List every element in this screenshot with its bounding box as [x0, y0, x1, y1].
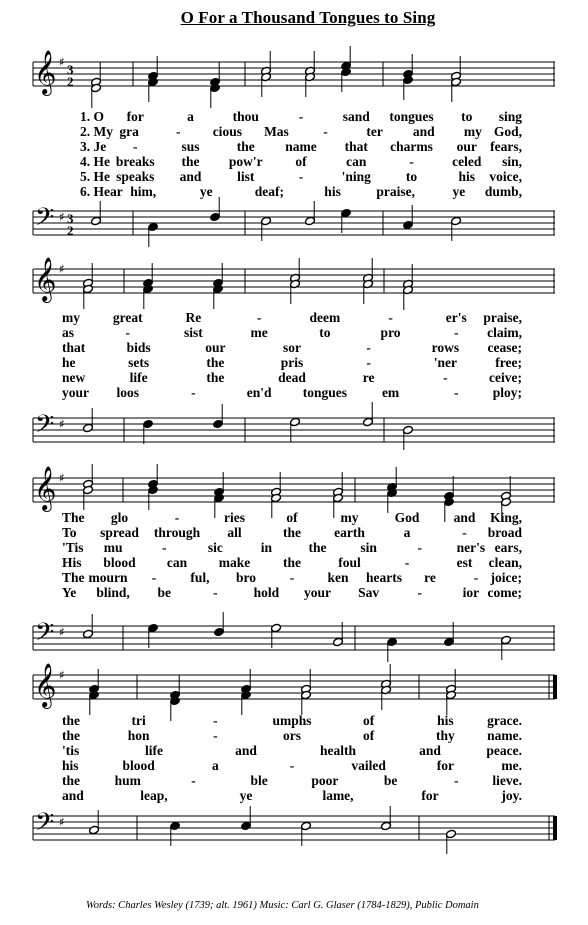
lyric-syllable: ors [283, 728, 301, 743]
lyric-syllable: 2. My [80, 124, 113, 139]
sharp-icon: ♯ [59, 815, 65, 829]
treble-clef-icon: 𝄞 [34, 663, 57, 707]
final-barline [553, 675, 557, 699]
lyric-syllable: the [283, 525, 301, 540]
lyric-syllable: ken [327, 570, 349, 585]
sharp-icon: ♯ [59, 417, 65, 431]
lyric-syllable: tri [131, 713, 146, 728]
lyric-syllable: me. [501, 758, 522, 773]
lyric-syllable: - [298, 109, 304, 124]
treble-clef-icon: 𝄞 [34, 50, 57, 94]
lyric-syllable: his [458, 169, 476, 184]
lyric-syllable: gra [119, 124, 139, 139]
lyric-syllable: make [218, 555, 251, 570]
lyric-syllable: - [191, 773, 196, 788]
lyric-syllable: The [62, 510, 85, 525]
lyric-syllable: - [462, 525, 467, 540]
lyric-syllable: sic [207, 540, 223, 555]
lyric-syllable: ceive; [489, 370, 522, 385]
credit-line: Words: Charles Wesley (1739; alt. 1961) Music: Carl G. Glaser (1784-1829), Public Domain [86, 900, 479, 911]
lyric-syllable: that [344, 139, 368, 154]
staff-treble-3 [33, 478, 555, 502]
lyric-syllable: be [383, 773, 398, 788]
staff-bass-1 [33, 211, 555, 235]
lyric-syllable: - [175, 124, 181, 139]
lyric-syllable: mourn [88, 570, 128, 585]
lyric-syllable: ner's [456, 540, 486, 555]
lyric-syllable: ior [462, 585, 480, 600]
lyric-syllable: thy [435, 728, 455, 743]
lyric-syllable: - [298, 169, 304, 184]
bass-clef-icon: 𝄢 [35, 410, 55, 445]
lyric-syllable: our [205, 340, 226, 355]
lyric-syllable: - [161, 540, 167, 555]
bass-clef-icon: 𝄢 [35, 808, 55, 843]
lyric-syllable: God, [493, 124, 522, 139]
sharp-icon: ♯ [59, 55, 65, 69]
lyric-syllable: and [419, 743, 441, 758]
lyric-syllable: Mas [264, 124, 289, 139]
lyric-syllable: joy. [501, 788, 522, 803]
lyric-syllable: loos [116, 385, 139, 400]
lyric-syllable: 4. He [80, 154, 110, 169]
lyric-syllable: 1. O [80, 109, 105, 124]
lyric-syllable: the [206, 370, 225, 385]
lyric-syllable: lieve. [492, 773, 522, 788]
lyric-syllable: glo [110, 510, 129, 525]
staff-bass-4 [33, 816, 555, 840]
treble-clef-icon: 𝄞 [34, 257, 57, 301]
lyric-syllable: a [211, 758, 219, 773]
bass-clef-icon: 𝄢 [35, 203, 55, 238]
lyric-syllable: the [206, 355, 225, 370]
lyric-syllable: The [62, 570, 85, 585]
lyric-syllable: foul [338, 555, 361, 570]
lyric-syllable: for [126, 109, 144, 124]
lyric-syllable: claim, [487, 325, 522, 340]
lyric-syllable: bro [235, 570, 257, 585]
lyric-syllable: sin, [502, 154, 522, 169]
lyric-syllable: name [285, 139, 317, 154]
lyric-syllable: ye [452, 184, 466, 199]
lyric-syllable: of [363, 713, 375, 728]
lyric-syllable: hearts [366, 570, 402, 585]
lyric-syllable: my [340, 510, 359, 525]
lyric-syllable: blind, [96, 585, 130, 600]
lyric-syllable: celed [452, 154, 482, 169]
lyric-syllable: thou [232, 109, 259, 124]
lyric-syllable: ploy; [492, 385, 522, 400]
lyric-syllable: him, [130, 184, 157, 199]
lyric-syllable: the [62, 728, 80, 743]
lyric-syllable: sand [342, 109, 370, 124]
lyric-syllable: the [62, 713, 80, 728]
lyric-syllable: sor [283, 340, 301, 355]
lyric-syllable: ye [199, 184, 213, 199]
lyric-syllable: grace. [487, 713, 522, 728]
lyric-syllable: tongues [302, 385, 347, 400]
lyric-syllable: life [145, 743, 163, 758]
lyric-syllable: - [404, 555, 410, 570]
lyric-syllable: name. [487, 728, 522, 743]
hymn-title: O For a Thousand Tongues to Sing [180, 8, 436, 27]
time-signature-bottom: 2 [67, 74, 74, 89]
sharp-icon: ♯ [59, 625, 65, 639]
lyric-syllable: free; [495, 355, 522, 370]
lyric-syllable: bids [126, 340, 151, 355]
lyric-syllable: ye [239, 788, 253, 803]
lyric-syllable: 'ner [433, 355, 457, 370]
lyric-syllable: - [454, 385, 459, 400]
lyric-syllable: dumb, [484, 184, 522, 199]
lyric-syllable: To [62, 525, 77, 540]
lyric-syllable: as [62, 325, 75, 340]
lyric-syllable: - [443, 370, 448, 385]
lyric-syllable: of [363, 728, 375, 743]
lyric-syllable: all [227, 525, 242, 540]
lyric-syllable: peace. [486, 743, 522, 758]
lyric-syllable: - [213, 585, 218, 600]
lyric-syllable: to [405, 169, 418, 184]
staff-treble-4 [33, 675, 555, 699]
lyric-syllable: praise, [483, 310, 522, 325]
lyric-syllable: the [308, 540, 327, 555]
lyric-syllable: - [289, 570, 295, 585]
lyric-syllable: 5. He [80, 169, 110, 184]
lyric-syllable: en'd [246, 385, 272, 400]
lyric-syllable: be [157, 585, 171, 600]
lyric-syllable: 6. Hear [80, 184, 123, 199]
lyric-syllable: vailed [351, 758, 386, 773]
lyric-syllable: - [191, 385, 196, 400]
lyric-syllable: King, [490, 510, 522, 525]
lyric-syllable: sets [128, 355, 150, 370]
lyric-syllable: - [417, 585, 423, 600]
lyric-syllable: 'tis [62, 743, 80, 758]
lyric-syllable: clean, [488, 555, 522, 570]
lyric-syllable: broad [487, 525, 522, 540]
lyric-syllable: and [179, 169, 202, 184]
lyric-syllable: - [323, 124, 328, 139]
lyric-syllable: - [473, 570, 479, 585]
staff-bass-3 [33, 626, 555, 650]
lyric-syllable: sin [360, 540, 377, 555]
lyric-syllable: deem [309, 310, 341, 325]
lyric-syllable: his [62, 758, 79, 773]
lyric-syllable: health [319, 743, 357, 758]
lyric-syllable: - [366, 340, 371, 355]
lyric-syllable: - [256, 310, 262, 325]
time-signature-top: 3 [67, 211, 74, 226]
time-signature-bottom: 2 [67, 223, 74, 238]
lyric-syllable: speaks [116, 169, 155, 184]
lyric-syllable: and [235, 743, 257, 758]
lyric-syllable: - [213, 728, 218, 743]
lyric-syllable: - [133, 139, 138, 154]
lyric-syllable: em [381, 385, 400, 400]
lyric-syllable: can [346, 154, 367, 169]
lyric-syllable: ears, [494, 540, 522, 555]
lyric-syllable: hon [127, 728, 150, 743]
lyric-syllable: spread [100, 525, 139, 540]
lyric-syllable: breaks [115, 154, 155, 169]
lyric-syllable: - [366, 355, 371, 370]
lyric-syllable: hum [114, 773, 141, 788]
lyric-syllable: re [424, 570, 436, 585]
lyric-syllable: earth [334, 525, 365, 540]
lyric-syllable: lame, [322, 788, 354, 803]
sharp-icon: ♯ [59, 262, 65, 276]
lyric-syllable: of [295, 154, 307, 169]
lyric-syllable: - [213, 713, 218, 728]
lyric-syllable: my [463, 124, 482, 139]
lyric-syllable: 'Tis [62, 540, 84, 555]
lyric-syllable: for [421, 788, 439, 803]
lyric-syllable: a [403, 525, 411, 540]
lyric-syllable: ful, [190, 570, 210, 585]
lyric-syllable: blood [122, 758, 155, 773]
lyric-syllable: blood [103, 555, 136, 570]
lyric-syllable: - [454, 773, 459, 788]
lyric-syllable: cease; [487, 340, 522, 355]
lyric-syllable: the [181, 154, 200, 169]
lyric-syllable: list [237, 169, 255, 184]
bass-clef-icon: 𝄢 [35, 618, 55, 653]
lyric-syllable: can [166, 555, 188, 570]
lyric-syllable: tongues [389, 109, 434, 124]
lyric-syllable: through [153, 525, 201, 540]
lyric-syllable: - [151, 570, 157, 585]
lyric-syllable: 'ning [341, 169, 371, 184]
lyric-syllable: of [286, 510, 298, 525]
lyric-syllable: for [436, 758, 454, 773]
treble-clef-icon: 𝄞 [34, 466, 57, 510]
lyric-syllable: sist [184, 325, 203, 340]
staff-treble-1 [33, 62, 555, 86]
lyric-syllable: joice; [490, 570, 522, 585]
lyric-syllable: - [454, 325, 459, 340]
lyric-syllable: re [362, 370, 375, 385]
lyric-syllable: and [412, 124, 435, 139]
lyric-syllable: in [260, 540, 273, 555]
lyric-syllable: deaf; [254, 184, 285, 199]
lyric-syllable: praise, [376, 184, 416, 199]
lyric-syllable: new [62, 370, 86, 385]
lyric-syllable: he [62, 355, 76, 370]
lyric-syllable: mu [103, 540, 123, 555]
lyric-syllable: to [461, 109, 473, 124]
lyric-syllable: - [417, 540, 423, 555]
lyric-syllable: the [62, 773, 80, 788]
lyric-syllable: and [62, 788, 84, 803]
lyric-syllable: my [62, 310, 80, 325]
lyric-syllable: charms [390, 139, 433, 154]
lyric-syllable: me [250, 325, 268, 340]
lyric-syllable: pow'r [228, 154, 263, 169]
lyric-syllable: - [125, 325, 130, 340]
lyric-syllable: 3. Je [80, 139, 107, 154]
lyric-syllable: Re [185, 310, 202, 325]
lyric-syllable: great [112, 310, 143, 325]
lyric-syllable: his [437, 713, 454, 728]
lyric-syllable: life [129, 370, 148, 385]
lyric-syllable: leap, [140, 788, 168, 803]
lyric-syllable: er's [445, 310, 467, 325]
lyric-syllable: - [388, 310, 393, 325]
lyric-syllable: pris [280, 355, 304, 370]
lyric-syllable: come; [487, 585, 522, 600]
lyric-syllable: his [324, 184, 341, 199]
lyric-syllable: - [409, 154, 414, 169]
lyric-syllable: ries [224, 510, 245, 525]
time-signature-top: 3 [67, 62, 74, 77]
lyric-syllable: our [456, 139, 477, 154]
lyric-syllable: His [62, 555, 82, 570]
lyric-syllable: voice, [489, 169, 522, 184]
lyric-syllable: pro [380, 325, 401, 340]
lyric-syllable: and [453, 510, 476, 525]
lyric-syllable: ble [250, 773, 268, 788]
lyric-syllable: Ye [62, 585, 77, 600]
lyric-syllable: that [62, 340, 86, 355]
lyric-syllable: cious [212, 124, 242, 139]
sharp-icon: ♯ [59, 471, 65, 485]
lyric-syllable: sus [181, 139, 200, 154]
lyric-syllable: umphs [272, 713, 312, 728]
lyric-syllable: Sav [358, 585, 380, 600]
lyric-syllable: God [394, 510, 420, 525]
lyric-syllable: a [187, 109, 194, 124]
lyric-syllable: - [174, 510, 180, 525]
lyric-syllable: ter [366, 124, 383, 139]
lyric-syllable: dead [278, 370, 306, 385]
lyric-syllable: poor [311, 773, 339, 788]
lyric-syllable: to [319, 325, 331, 340]
lyric-syllable: hold [253, 585, 280, 600]
sharp-icon: ♯ [59, 668, 65, 682]
sharp-icon: ♯ [59, 210, 65, 224]
final-barline [553, 816, 557, 840]
lyric-syllable: sing [498, 109, 522, 124]
lyric-syllable: rows [431, 340, 460, 355]
lyric-syllable: your [304, 585, 332, 600]
lyric-syllable: - [289, 758, 295, 773]
lyric-syllable: the [236, 139, 255, 154]
lyric-syllable: your [62, 385, 89, 400]
lyric-syllable: the [283, 555, 301, 570]
lyric-syllable: fears, [490, 139, 522, 154]
lyric-syllable: est [456, 555, 473, 570]
